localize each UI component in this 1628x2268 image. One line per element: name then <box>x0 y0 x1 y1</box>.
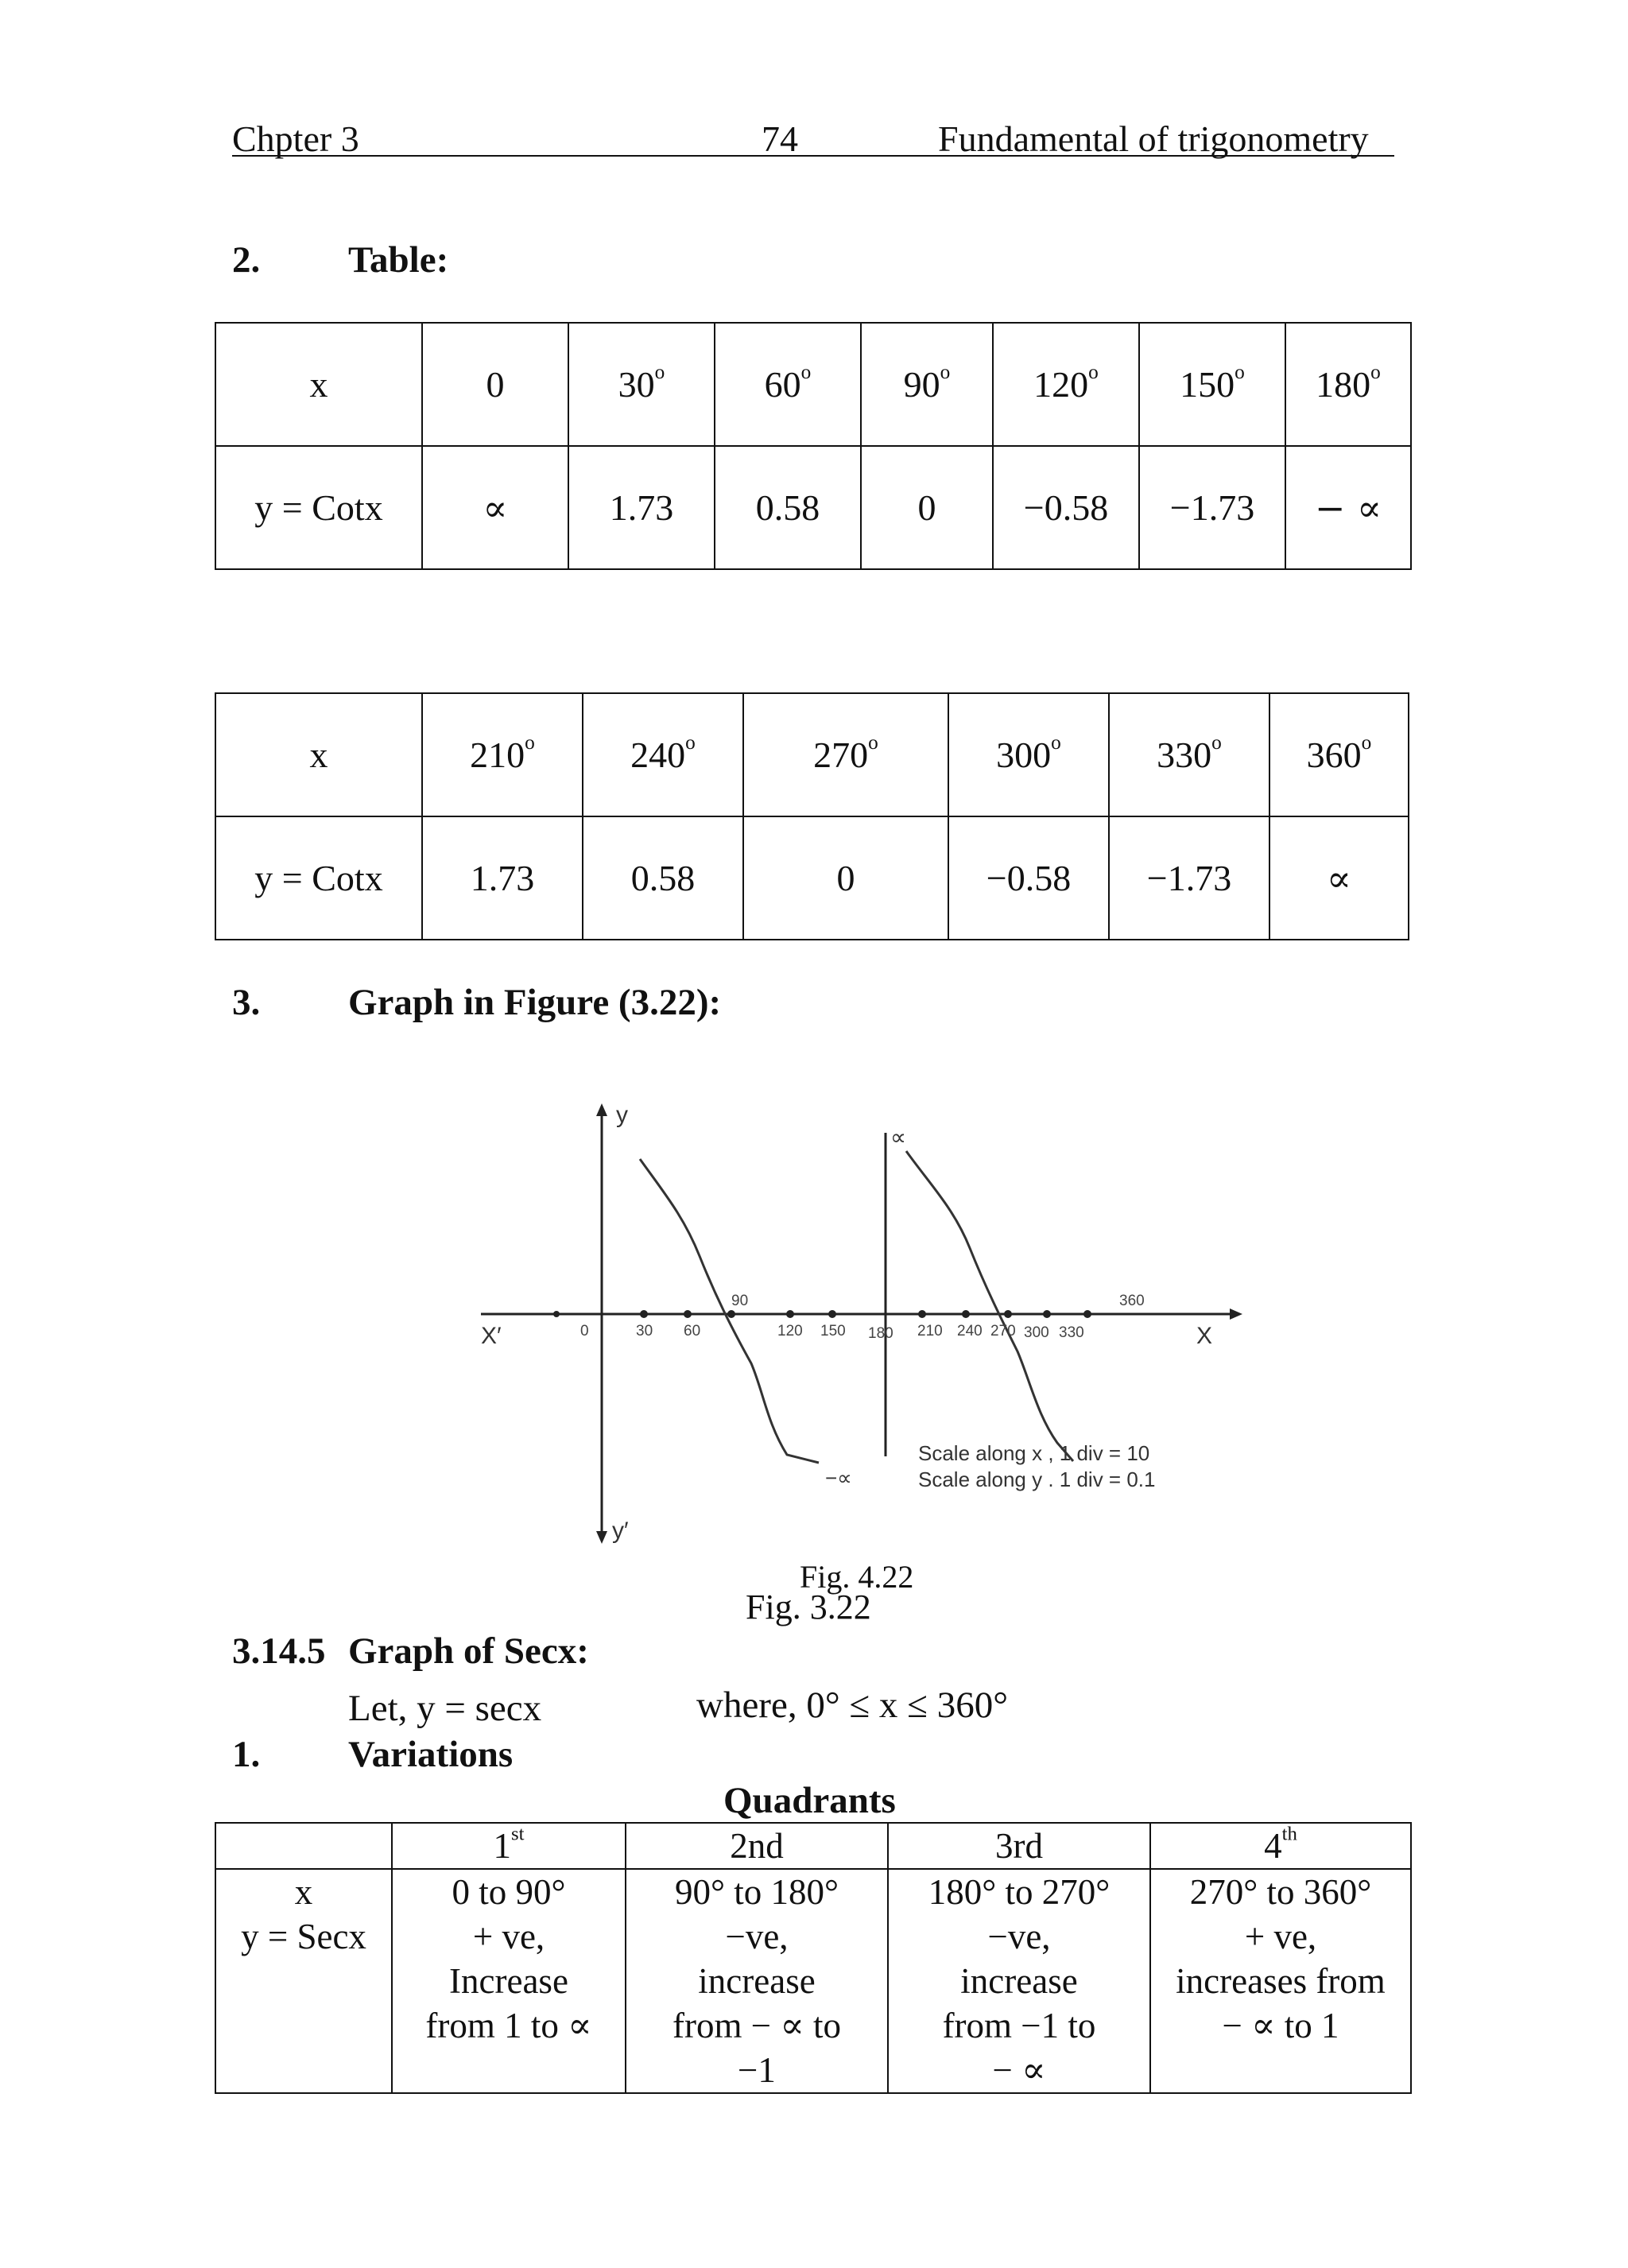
header-rule <box>232 155 1394 157</box>
table-row <box>215 816 1409 940</box>
tick-dot <box>640 1310 648 1318</box>
cell-line: increases from <box>1176 1961 1386 2001</box>
table-header-cell: 3rd <box>888 1823 1150 1869</box>
tick-label: 60 <box>684 1323 701 1339</box>
subsection-number: 3.14.5 <box>232 1630 326 1672</box>
y-axis-arrow-down <box>596 1531 607 1544</box>
cell-line: from 1 to ∝ <box>425 2006 592 2045</box>
table-cell: 210$^o$ <box>422 693 583 816</box>
section-title: Variations <box>348 1734 514 1775</box>
tick-labels <box>580 1293 1145 1342</box>
table-cell: x <box>215 323 422 446</box>
table-header-cell: 2nd <box>626 1823 888 1869</box>
section-number: 2. <box>232 239 261 281</box>
tick-dot <box>553 1311 560 1317</box>
cell-line: + ve, <box>472 1917 545 1956</box>
tick-dot <box>727 1310 735 1318</box>
scale-y-note: Scale along y . 1 div = 0.1 <box>918 1467 1156 1491</box>
tick-dot <box>1083 1310 1091 1318</box>
table-cell: 150$^o$ <box>1139 323 1285 446</box>
table-cell: −1.73 <box>1139 446 1285 569</box>
cell-line: Increase <box>449 1961 568 2001</box>
header-page-number: 74 <box>762 118 798 159</box>
domain-statement: where, 0° ≤ x ≤ 360° <box>696 1685 1008 1726</box>
table-cell: 120$^o$ <box>993 323 1139 446</box>
table-row <box>215 693 1409 816</box>
table-header-row <box>215 1823 1411 1869</box>
secx-variation-table <box>215 1822 1412 2094</box>
let-statement: Let, y = secx <box>348 1688 542 1729</box>
tick-label: 180 <box>868 1325 893 1342</box>
table-row <box>215 323 1411 446</box>
table-header-cell: 1st <box>392 1823 626 1869</box>
cell-line: 90° to 180° <box>675 1872 839 1912</box>
table-cell <box>392 1869 626 2093</box>
table-cell: ∝ <box>1269 816 1409 940</box>
tick-dot <box>786 1310 794 1318</box>
tick-label: 300 <box>1024 1324 1049 1341</box>
x-axis-label: X <box>1196 1323 1213 1349</box>
cell-line: increase <box>698 1961 816 2001</box>
section-number: 3. <box>232 982 261 1023</box>
y-axis-neg-label: y′ <box>612 1518 629 1544</box>
table-cell: 0 <box>861 446 993 569</box>
section-number: 1. <box>232 1734 261 1775</box>
cot-curve-branch-2 <box>906 1151 1073 1461</box>
angle-value: 60 <box>764 364 801 405</box>
cell-line: from −1 to <box>942 2006 1096 2045</box>
header-book-title: Fundamental of trigonometry <box>938 118 1369 159</box>
table-cell: y = Cotx <box>215 816 422 940</box>
table-cell <box>626 1869 888 2093</box>
table-cell: 0.58 <box>715 446 861 569</box>
table-row <box>215 446 1411 569</box>
table-cell: 330$^o$ <box>1109 693 1269 816</box>
tick-dot <box>828 1310 836 1318</box>
cell-line: + ve, <box>1244 1917 1317 1956</box>
quadrants-title: Quadrants <box>723 1780 896 1821</box>
cell-line: increase <box>960 1961 1078 2001</box>
angle-value: 360 <box>1306 735 1362 775</box>
tick-label: 0 <box>580 1323 589 1339</box>
table-header-cell: 4th <box>1150 1823 1411 1869</box>
tick-label: 270 <box>990 1323 1016 1339</box>
tick-label: 330 <box>1059 1324 1084 1341</box>
scale-x-note: Scale along x , 1 div = 10 <box>918 1441 1150 1465</box>
row-label: x <box>294 1872 313 1912</box>
angle-value: 180 <box>1316 364 1371 405</box>
cell-line: − ∝ to 1 <box>1222 2006 1339 2045</box>
table-cell: 1.73 <box>422 816 583 940</box>
header-chapter: Chpter 3 <box>232 118 359 159</box>
infinity-top-label: ∝ <box>890 1125 907 1150</box>
x-axis-arrow <box>1230 1308 1242 1320</box>
angle-value: 330 <box>1157 735 1212 775</box>
tick-dot <box>684 1310 692 1318</box>
cell-line: 180° to 270° <box>928 1872 1111 1912</box>
y-axis-arrow <box>596 1103 607 1116</box>
cell-line: −ve, <box>987 1917 1051 1956</box>
table-cell: ∝ <box>422 446 568 569</box>
angle-value: 90 <box>903 364 940 405</box>
table-cell: 90$^o$ <box>861 323 993 446</box>
table-cell: x <box>215 693 422 816</box>
table-cell: 0 <box>422 323 568 446</box>
cell-line: 270° to 360° <box>1189 1872 1372 1912</box>
table-row <box>215 1869 1411 2093</box>
table-cell: − ∝ <box>1285 446 1411 569</box>
cot-graph-figure <box>445 1089 1256 1566</box>
table-cell: −0.58 <box>993 446 1139 569</box>
cot-table-2 <box>215 692 1409 940</box>
table-cell <box>215 1823 392 1869</box>
y-axis-label: y <box>616 1102 628 1128</box>
table-cell <box>1150 1869 1411 2093</box>
table-cell: 270$^o$ <box>743 693 948 816</box>
table-cell: −1.73 <box>1109 816 1269 940</box>
table-cell: 60$^o$ <box>715 323 861 446</box>
table-cell: 30$^o$ <box>568 323 715 446</box>
tick-label: 30 <box>636 1323 653 1339</box>
subsection-title: Graph of Secx: <box>348 1630 589 1672</box>
table-cell: 300$^o$ <box>948 693 1109 816</box>
tick-label: 90 <box>731 1293 749 1309</box>
section-title: Graph in Figure (3.22): <box>348 982 722 1023</box>
table-cell: 1.73 <box>568 446 715 569</box>
tick-dot <box>1004 1310 1012 1318</box>
tick-dot <box>918 1310 926 1318</box>
angle-value: 270 <box>813 735 869 775</box>
table-cell: y = Cotx <box>215 446 422 569</box>
tick-label: 360 <box>1119 1293 1145 1309</box>
figure-caption-printed: Fig. 4.22 <box>800 1559 914 1595</box>
cot-table-1 <box>215 322 1412 570</box>
table-cell <box>215 1869 392 2093</box>
tick-dot <box>1043 1310 1051 1318</box>
angle-value: 210 <box>470 735 525 775</box>
table-cell: 180$^o$ <box>1285 323 1411 446</box>
tick-label: 240 <box>957 1323 983 1339</box>
tick-dot <box>962 1310 970 1318</box>
table-cell: 0.58 <box>583 816 743 940</box>
angle-value: 30 <box>618 364 655 405</box>
cell-line: 0 to 90° <box>452 1872 566 1912</box>
section-title: Table: <box>348 239 449 281</box>
infinity-bottom-label: −∝ <box>825 1466 852 1490</box>
table-cell: 0 <box>743 816 948 940</box>
angle-value: 150 <box>1180 364 1235 405</box>
x-axis-neg-label: X′ <box>481 1323 502 1349</box>
angle-value: 120 <box>1033 364 1089 405</box>
angle-value: 300 <box>996 735 1052 775</box>
table-cell: −0.58 <box>948 816 1109 940</box>
cell-line: − ∝ <box>992 2050 1046 2090</box>
tick-label: 150 <box>820 1323 846 1339</box>
table-cell: 360$^o$ <box>1269 693 1409 816</box>
table-cell <box>888 1869 1150 2093</box>
table-cell: 240$^o$ <box>583 693 743 816</box>
cell-line: from − ∝ to <box>672 2006 842 2045</box>
tick-label: 120 <box>777 1323 803 1339</box>
figure-caption: Fig. 3.22 <box>746 1588 871 1626</box>
row-label: y = Secx <box>241 1917 366 1956</box>
tick-label: 210 <box>917 1323 943 1339</box>
cell-line: −ve, <box>725 1917 789 1956</box>
cell-line: −1 <box>738 2050 776 2090</box>
angle-value: 240 <box>630 735 686 775</box>
